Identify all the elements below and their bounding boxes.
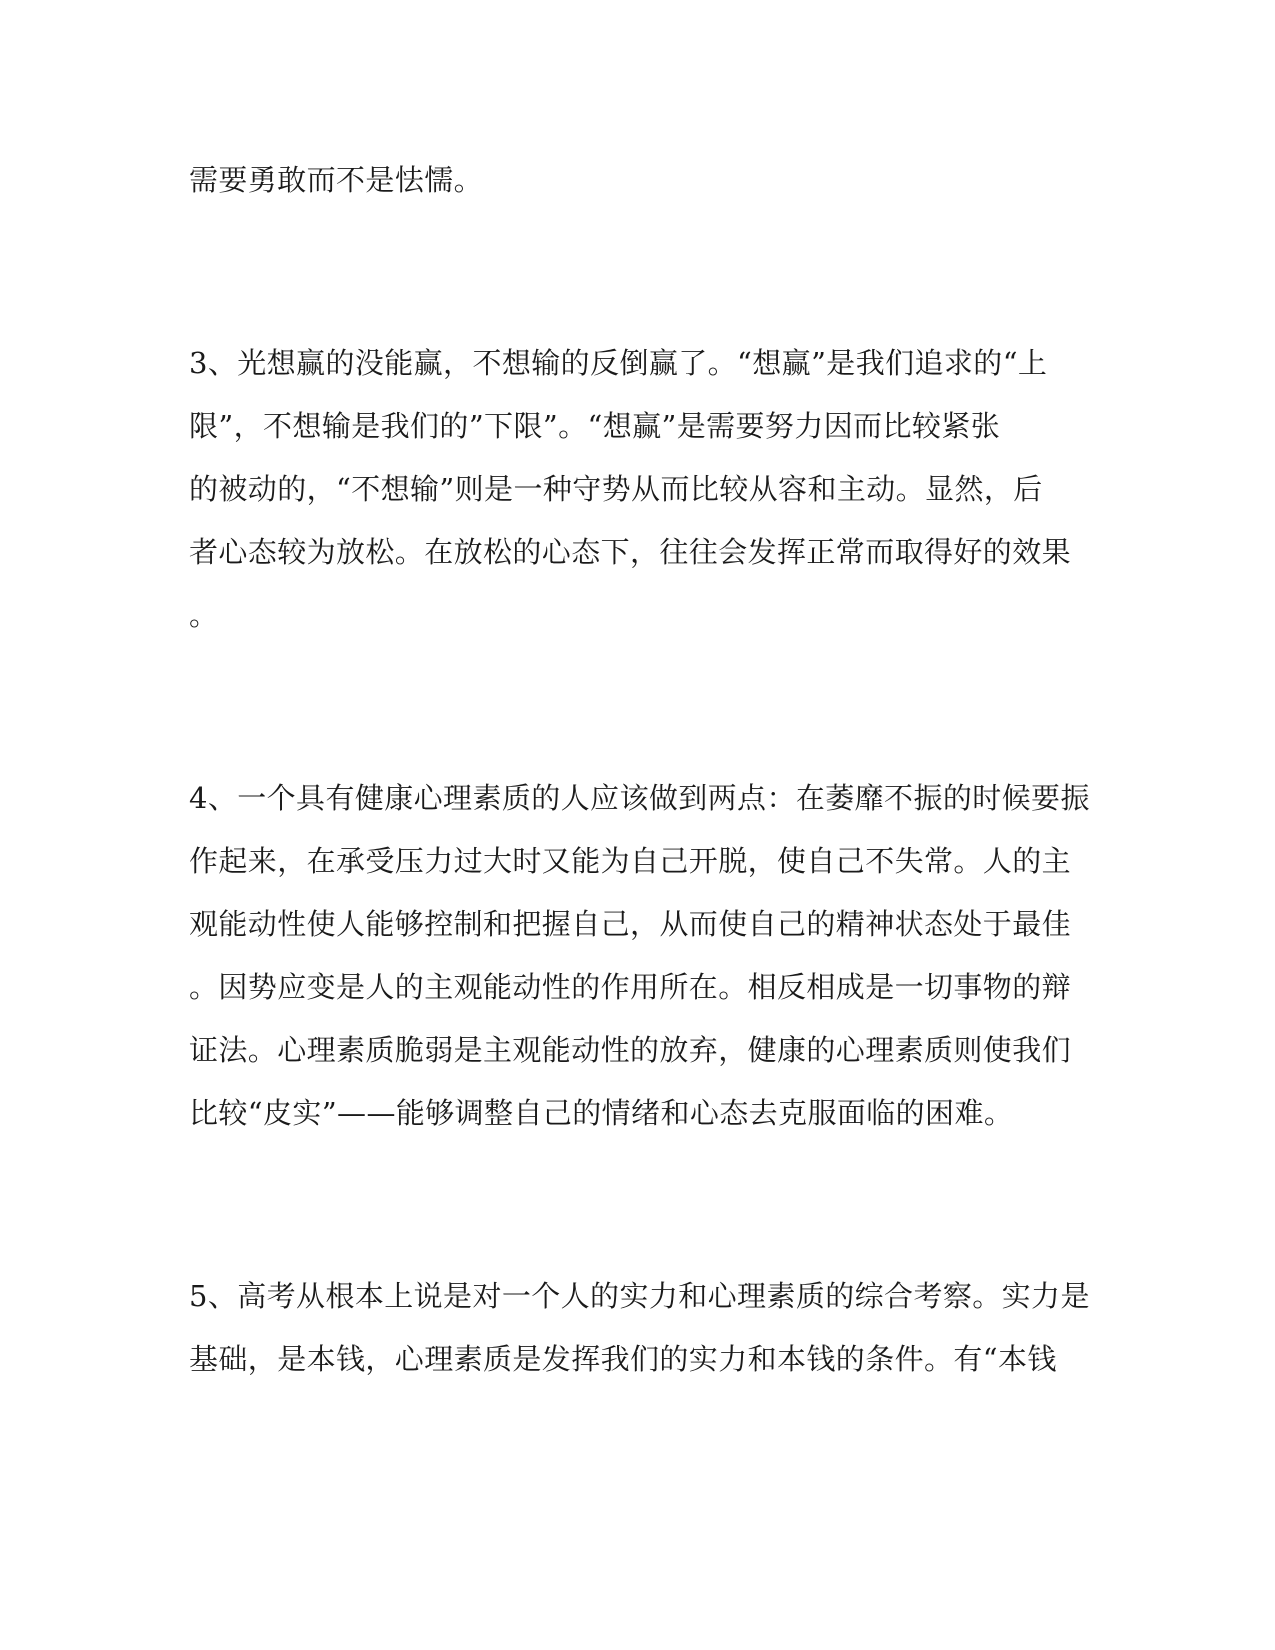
- paragraph-1-line-1: 需要勇敢而不是怯懦。: [189, 163, 484, 197]
- paragraph-2-line-1: 3、光想赢的没能赢，不想输的反倒赢了。“想赢”是我们追求的“上: [189, 346, 1048, 380]
- paragraph-3-line-4: 。因势应变是人的主观能动性的作用所在。相反相成是一切事物的辩: [189, 970, 1072, 1004]
- paragraph-4-line-1: 5、高考从根本上说是对一个人的实力和心理素质的综合考察。实力是: [189, 1279, 1090, 1313]
- paragraph-2-line-3: 的被动的，“不想输”则是一种守势从而比较从容和主动。显然，后: [189, 472, 1043, 506]
- paragraph-3-line-6: 比较“皮实”——能够调整自己的情绪和心态去克服面临的困难。: [189, 1096, 1014, 1130]
- paragraph-4-line-2: 基础，是本钱，心理素质是发挥我们的实力和本钱的条件。有“本钱: [189, 1342, 1057, 1376]
- paragraph-3-line-3: 观能动性使人能够控制和把握自己，从而使自己的精神状态处于最佳: [189, 907, 1072, 941]
- paragraph-3-line-5: 证法。心理素质脆弱是主观能动性的放弃，健康的心理素质则使我们: [189, 1033, 1072, 1067]
- paragraph-2-line-4: 者心态较为放松。在放松的心态下，往往会发挥正常而取得好的效果: [189, 535, 1072, 569]
- paragraph-3-line-1: 4、一个具有健康心理素质的人应该做到两点：在萎靡不振的时候要振: [189, 781, 1090, 815]
- paragraph-2-line-2: 限”，不想输是我们的”下限”。“想赢”是需要努力因而比较紧张: [189, 409, 1001, 443]
- paragraph-2-line-5: 。: [189, 598, 219, 632]
- paragraph-3-line-2: 作起来，在承受压力过大时又能为自己开脱，使自己不失常。人的主: [189, 844, 1072, 878]
